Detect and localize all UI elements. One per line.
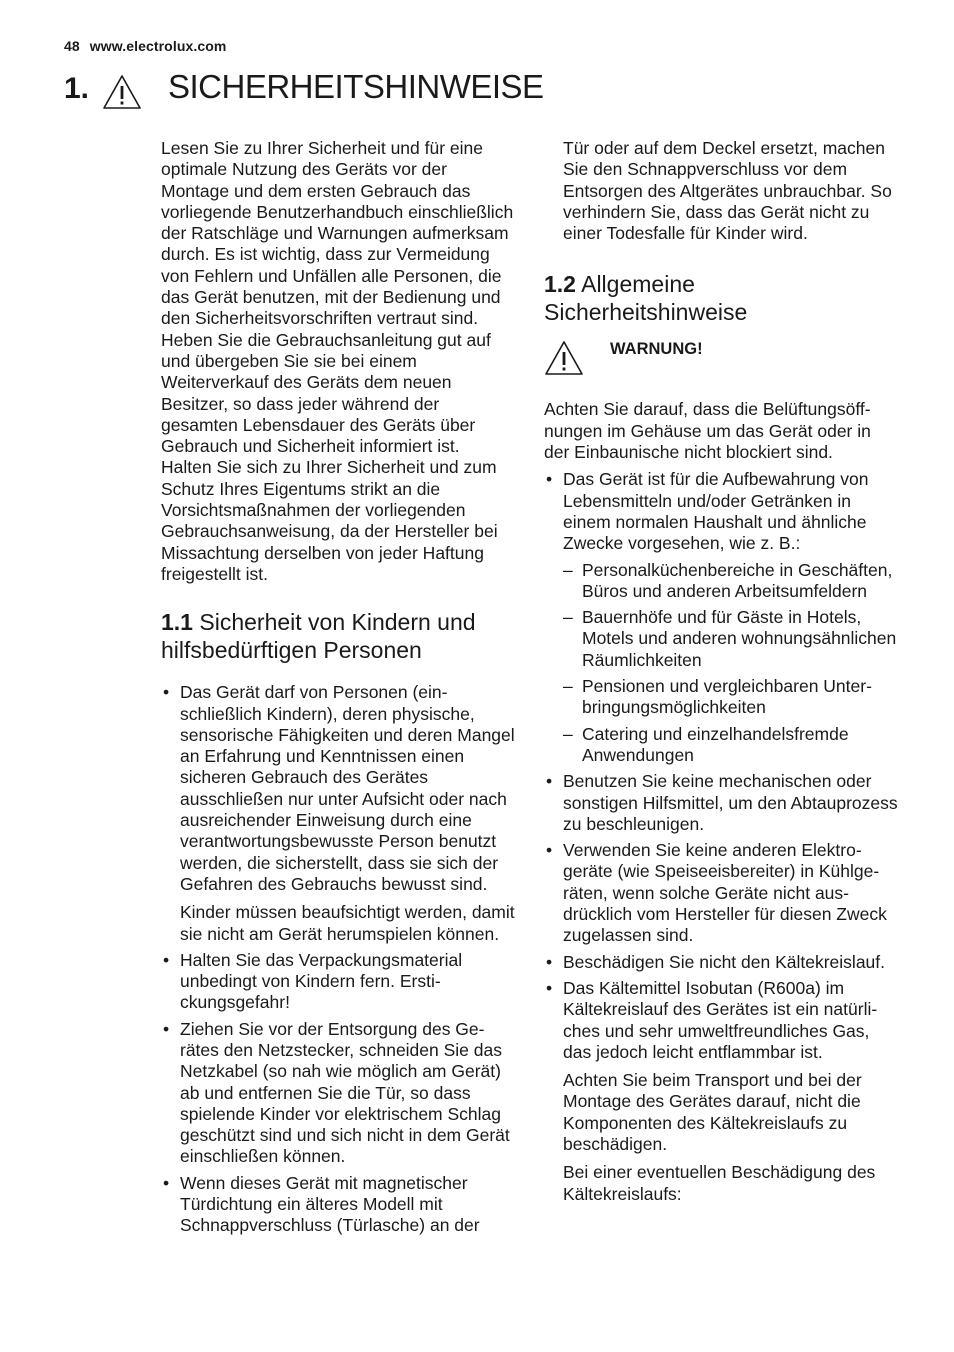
warning-triangle-icon — [544, 340, 584, 376]
sub-list-item: – Bauernhöfe und für Gäste in Hotels, Motels und anderen wohnungsähnlichen Räumlichkeiten — [563, 607, 899, 671]
warning-triangle-icon — [102, 74, 142, 110]
page-header — [64, 38, 226, 54]
intro-paragraph-2: Halten Sie sich zu Ihrer Sicherheit und zum Schutz Ihres Eigentums strikt an die Vorsichtsmaßnahmen der vorliegenden Gebrauchsanweisung, da der Hersteller bei Missachtung derselben von jeder Haftung freigestellt ist. — [161, 457, 498, 584]
list-item-note: Bei einer eventuellen Beschädigung des Kältekreislaufs: — [563, 1162, 876, 1204]
list-item: • Benutzen Sie keine mechanischen oder sonstigen Hilfsmittel, um den Abtauprozess zu beschleunigen. — [544, 771, 899, 835]
list-item-continuation: Tür oder auf dem Deckel ersetzt, machen Sie den Schnappverschluss vor dem Entsorgen des Altgerätes unbrauchbar. So verhindern Sie, dass das Gerät nicht zu einer Todesfalle für Kinder wird. — [563, 138, 892, 244]
section-title: Sicherheit von Kindern und hilfsbedürftigen Personen — [161, 609, 476, 664]
chapter-heading: SICHERHEITSHINWEISE — [168, 68, 544, 105]
warning-label: WARNUNG! — [610, 340, 703, 359]
list-item: • Das Gerät ist für die Aufbewahrung von Lebensmitteln und/oder Getränken in einem normalen Haushalt und ähnliche Zwecke vorgesehen, wie z. B.: – Personalküchenbereiche in Geschäften, Büros und anderen Arbeitsumfeldern – Bauernhöfe und für Gäste in Hotels, Motels und anderen wohnungsähnlichen Räumlichkeiten – Pensionen und vergleichbaren Unterbringungsmöglichkeiten – Catering und einzelhandelsfremde Anwendungen — [544, 469, 899, 766]
section-number: 1.2 — [544, 271, 576, 298]
chapter-number: 1. — [64, 72, 90, 105]
warning-text: Achten Sie darauf, dass die Belüftungsöffnungen im Gehäuse um das Gerät oder in der Einbaunische nicht blockiert sind. — [544, 399, 871, 463]
list-item: • Das Kältemittel Isobutan (R600a) im Kältekreislauf des Gerätes ist ein natürliches und sehr umweltfreundliches Gas, das jedoch leicht entflammbar ist. Achten Sie beim Transport und bei der Montage des Gerätes darauf, nicht die Komponenten des Kältekreislaufs zu beschädigen. Bei einer eventuellen Beschädigung des Kältekreislaufs: — [544, 978, 899, 1205]
page-number: 48 — [64, 38, 80, 54]
sub-list-item: – Catering und einzelhandelsfremde Anwendungen — [563, 724, 899, 767]
section-1-2-heading — [544, 270, 899, 326]
list-item: • Beschädigen Sie nicht den Kältekreislauf. — [544, 952, 899, 973]
list-item-note: Kinder müssen beaufsichtigt werden, damit sie nicht am Gerät herumspielen können. — [180, 902, 515, 944]
children-safety-list — [161, 682, 516, 1236]
list-item: • Wenn dieses Gerät mit magnetischer Türdichtung ein älteres Modell mit Schnappverschluss (Türlasche) an der — [161, 1173, 516, 1237]
sub-list-item: – Pensionen und vergleichbaren Unterbringungsmöglichkeiten — [563, 676, 899, 719]
warning-box — [544, 340, 899, 384]
list-item: • Halten Sie das Verpackungsmaterial unbedingt von Kindern fern. Erstickungsgefahr! — [161, 950, 516, 1014]
section-1-1-heading — [161, 608, 516, 664]
right-column — [544, 138, 899, 1210]
list-item: • Das Gerät darf von Personen (einschließlich Kindern), deren physische, sensorische Fähigkeiten und deren Mangel an Erfahrung und Kenntnissen einen sicheren Gebrauch des Gerätes ausschließen nur unter Aufsicht oder nach ausreichender Einweisung durch eine verantwortungsbewusste Person benutzt werden, die sicherstellt, dass sie sich der Gefahren des Gebrauchs bewusst sind. Kinder müssen beaufsichtigt werden, damit sie nicht am Gerät herumspielen können. — [161, 682, 516, 945]
usage-sub-list — [563, 560, 899, 767]
left-column — [161, 138, 516, 1242]
general-safety-list — [544, 469, 899, 1205]
list-item-note: Achten Sie beim Transport und bei der Montage des Gerätes darauf, nicht die Komponenten des Kältekreislaufs zu beschädigen. — [563, 1070, 862, 1154]
section-number: 1.1 — [161, 609, 193, 636]
list-item: • Ziehen Sie vor der Entsorgung des Gerätes den Netzstecker, schneiden Sie das Netzkabel (so nah wie möglich am Gerät) ab und entfernen Sie die Tür, so dass spielende Kinder vor elektrischem Schlag geschützt sind und sich nicht in dem Gerät einschließen können. — [161, 1019, 516, 1168]
sub-list-item: – Personalküchenbereiche in Geschäften, Büros und anderen Arbeitsumfeldern — [563, 560, 899, 603]
website-url: www.electrolux.com — [89, 38, 227, 54]
section-title: Allgemeine Sicherheitshinweise — [544, 271, 748, 326]
intro-paragraph-1: Lesen Sie zu Ihrer Sicherheit und für eine optimale Nutzung des Geräts vor der Montage und dem ersten Gebrauch das vorliegende Benutzerhandbuch einschließlich der Ratschläge und Warnungen aufmerksam durch. Es ist wichtig, dass zur Vermeidung von Fehlern und Unfällen alle Personen, die das Gerät benutzen, mit der Bedienung und den Sicherheitsvorschriften vertraut sind. Heben Sie die Gebrauchsanleitung gut auf und übergeben Sie sie bei einem Weiterverkauf des Geräts dem neuen Besitzer, so dass jeder während der gesamten Lebensdauer des Geräts über Gebrauch und Sicherheit informiert ist. — [161, 138, 514, 457]
list-item: • Verwenden Sie keine anderen Elektrogeräte (wie Speiseeisbereiter) in Kühlgeräten, wenn solche Geräte nicht ausdrücklich vom Hersteller für diesen Zweck zugelassen sind. — [544, 840, 899, 946]
